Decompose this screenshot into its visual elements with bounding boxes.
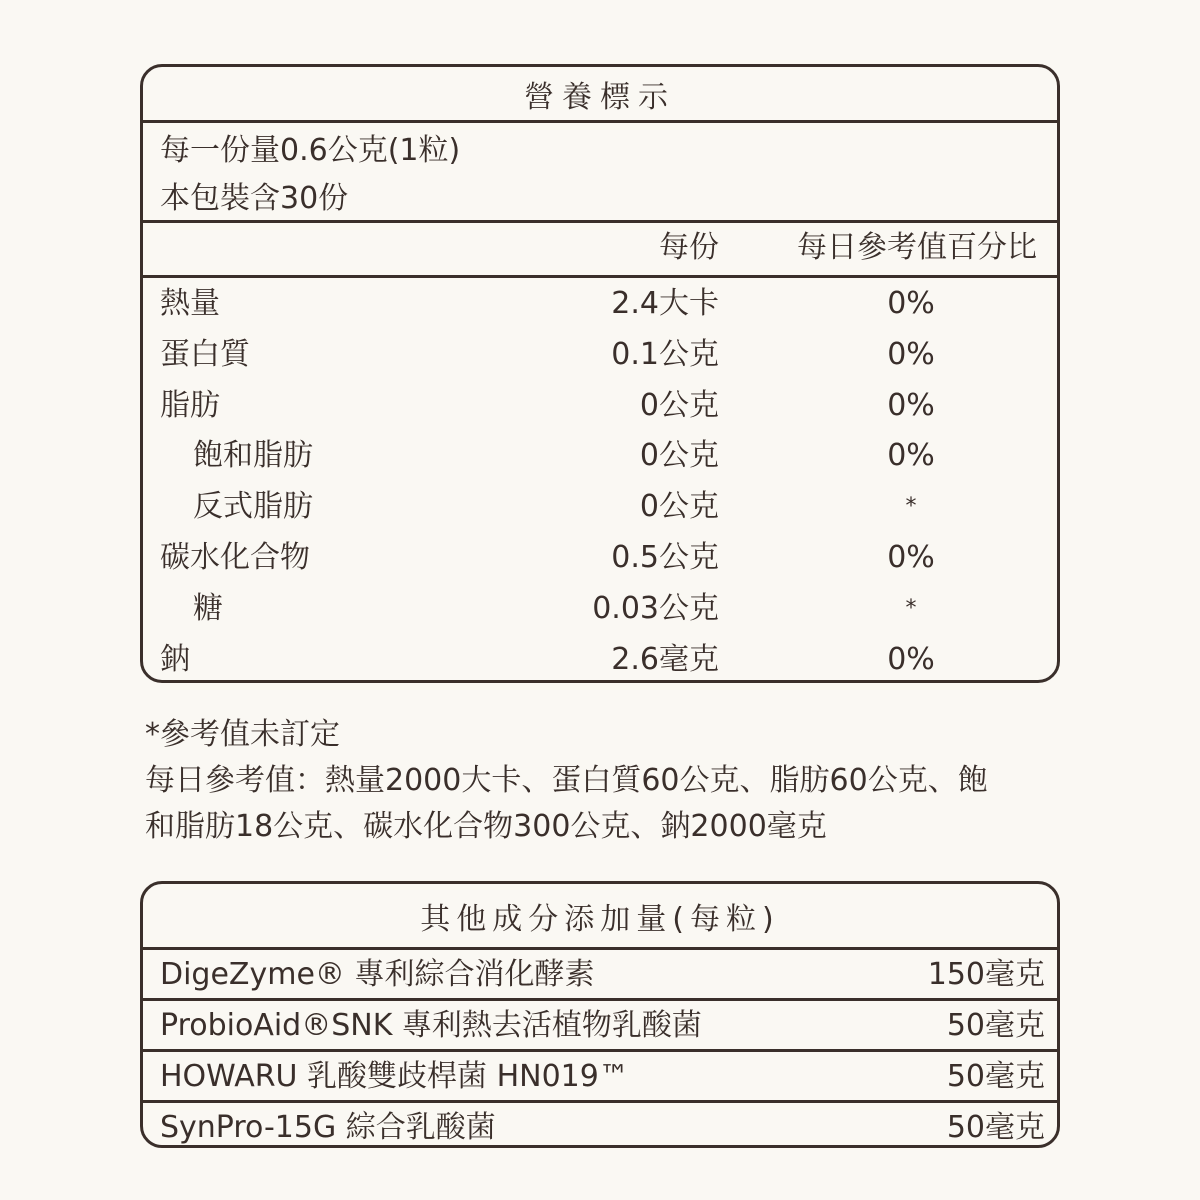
nutrient-amount: 0公克: [639, 387, 719, 423]
nutrient-amount: 0公克: [639, 438, 719, 474]
nutrient-amount: 0.03公克: [592, 590, 719, 626]
ingredient-name: DigeZyme® 專利綜合消化酵素: [160, 957, 595, 992]
per-serving-header: 每份: [659, 230, 719, 265]
ingredient-amount: 150毫克: [927, 957, 1045, 992]
nutrient-amount: 2.4大卡: [611, 286, 719, 321]
nutrient-daily-value: 0%: [887, 438, 935, 474]
daily-reference-line-1: 每日參考值：熱量2000大卡、蛋白質60公克、脂肪60公克、飽: [145, 763, 988, 798]
serving-info: [143, 123, 1057, 223]
ingredient-name: HOWARU 乳酸雙歧桿菌 HN019™: [160, 1059, 629, 1094]
nutrient-row-saturated-fat: [143, 430, 1057, 481]
other-ingredients-panel: [140, 881, 1060, 1148]
ingredient-name: ProbioAid®SNK 專利熱去活植物乳酸菌: [160, 1008, 702, 1043]
nutrient-daily-value: 0%: [887, 641, 935, 677]
servings-per-pack: 本包裝含30份: [160, 181, 349, 216]
serving-size: 每一份量0.6公克(1粒): [160, 133, 461, 168]
footnote: *參考值未訂定: [145, 717, 340, 752]
nutrient-amount: 0.5公克: [611, 539, 719, 575]
nutrient-name: 碳水化合物: [160, 539, 310, 575]
ingredient-row: [143, 1001, 1057, 1052]
nutrient-name: 蛋白質: [160, 336, 250, 372]
nutrient-row-sugar: [143, 583, 1057, 634]
nutrition-column-header: [143, 223, 1057, 278]
ingredient-amount: 50毫克: [946, 1059, 1045, 1094]
nutrient-row-carbohydrate: [143, 532, 1057, 583]
nutrient-amount: 2.6毫克: [611, 641, 719, 677]
nutrient-name: 反式脂肪: [193, 489, 313, 525]
nutrient-name: 糖: [193, 590, 223, 626]
nutrient-name: 飽和脂肪: [193, 438, 313, 474]
nutrient-row-fat: [143, 380, 1057, 431]
nutrient-amount: 0公克: [639, 489, 719, 525]
nutrient-daily-value: *: [905, 595, 917, 621]
ingredient-row: [143, 1103, 1057, 1148]
nutrient-row-protein: [143, 329, 1057, 380]
nutrient-name: 熱量: [160, 286, 220, 321]
daily-reference-line-2: 和脂肪18公克、碳水化合物300公克、鈉2000毫克: [145, 809, 827, 844]
nutrient-row-trans-fat: [143, 481, 1057, 532]
nutrient-row-sodium: [143, 634, 1057, 683]
nutrient-daily-value: 0%: [887, 336, 935, 372]
nutrient-amount: 0.1公克: [611, 336, 719, 372]
nutrient-name: 脂肪: [160, 387, 220, 423]
nutrient-daily-value: *: [905, 494, 917, 520]
nutrient-daily-value: 0%: [887, 286, 935, 321]
ingredient-amount: 50毫克: [946, 1110, 1045, 1145]
ingredient-name: SynPro-15G 綜合乳酸菌: [160, 1110, 496, 1145]
nutrition-notes: [145, 712, 1065, 850]
nutrient-row-calories: [143, 278, 1057, 329]
ingredient-row: [143, 1052, 1057, 1103]
other-ingredients-title: 其他成分添加量(每粒): [143, 884, 1057, 950]
daily-value-header: 每日參考值百分比: [797, 230, 1037, 265]
nutrient-daily-value: 0%: [887, 387, 935, 423]
ingredient-row: [143, 950, 1057, 1001]
nutrition-title: 營養標示: [143, 67, 1057, 123]
ingredient-amount: 50毫克: [946, 1008, 1045, 1043]
nutrition-facts-panel: [140, 64, 1060, 683]
nutrient-name: 鈉: [160, 641, 190, 677]
nutrient-daily-value: 0%: [887, 539, 935, 575]
